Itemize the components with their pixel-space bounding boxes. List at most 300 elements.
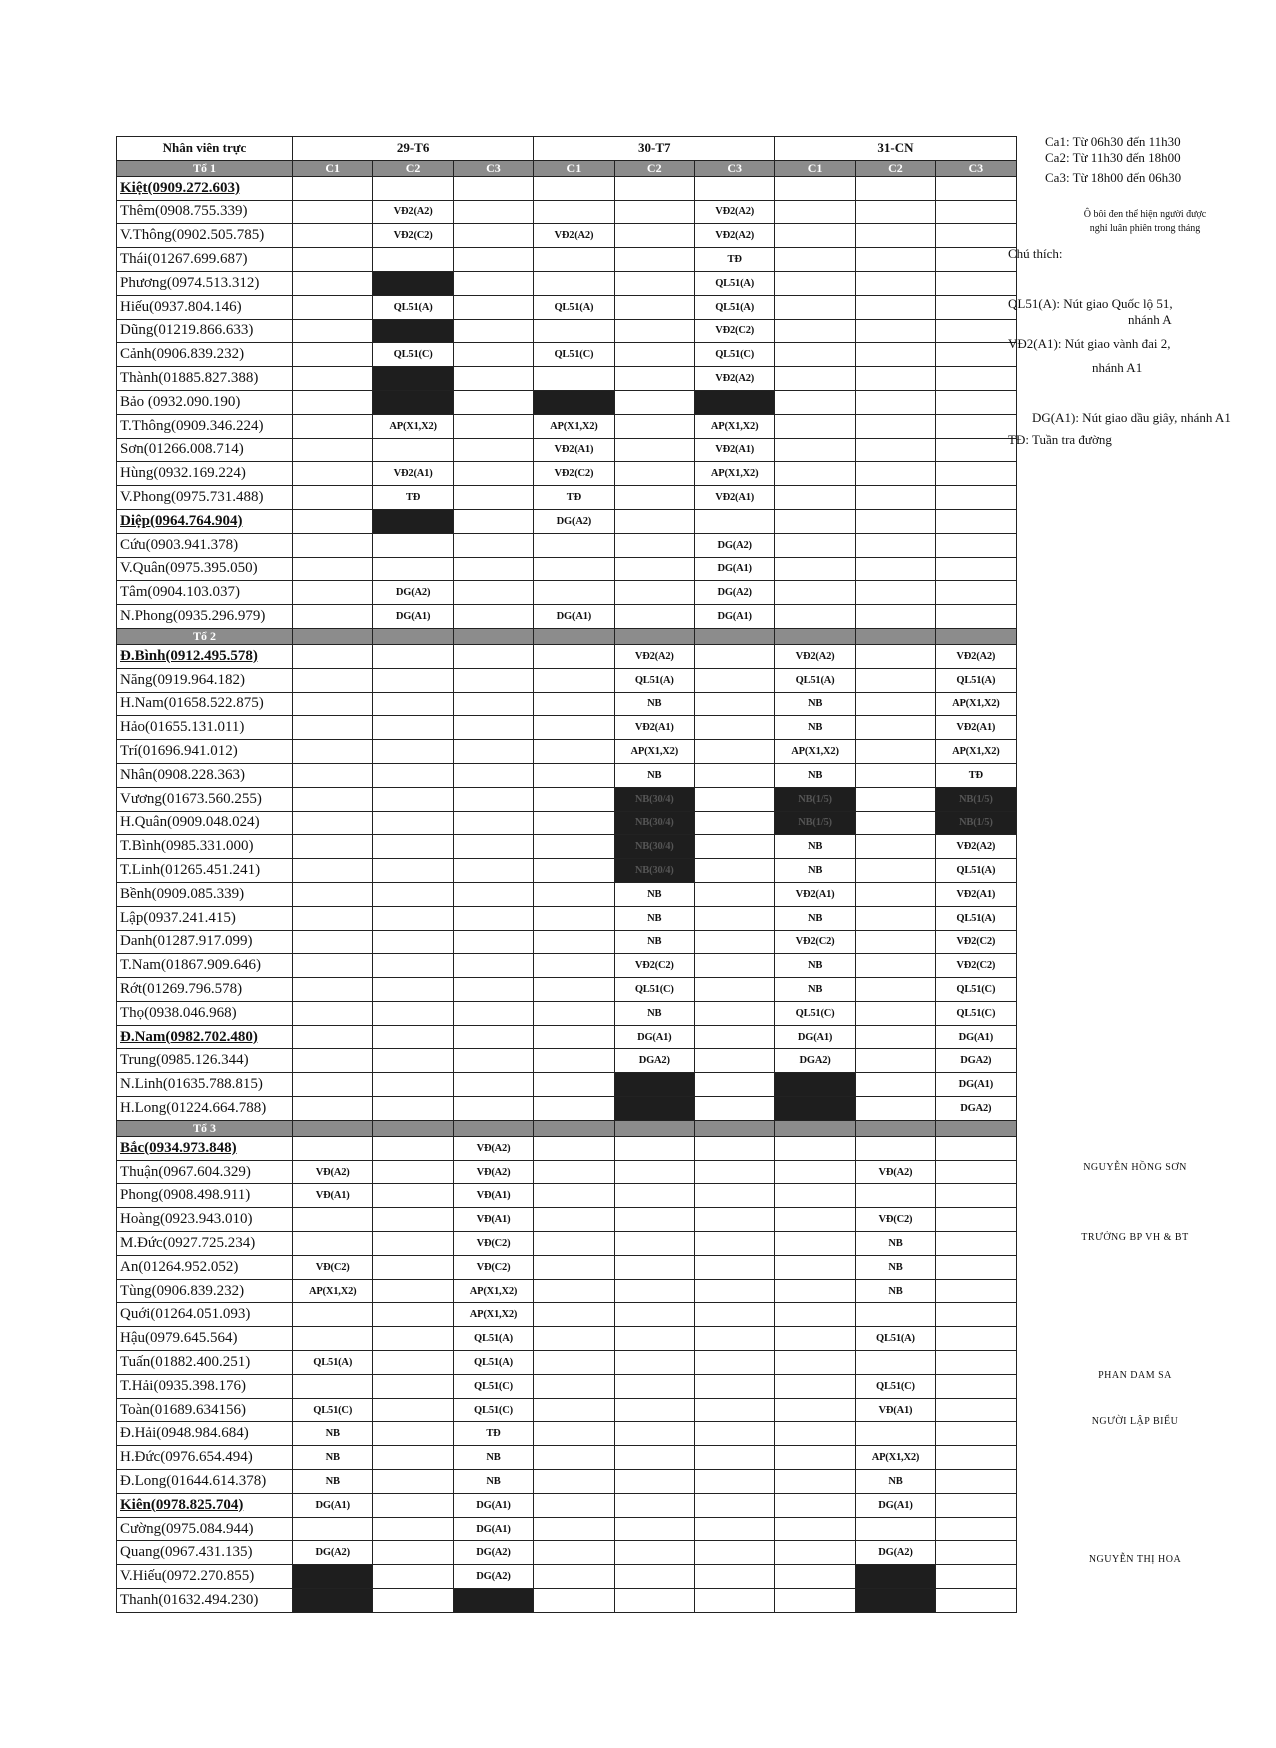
shift-cell	[936, 1208, 1016, 1232]
staff-name: Bắc(0934.973.848)	[117, 1136, 293, 1160]
shift-cell	[614, 1327, 694, 1351]
signature-name-2: PHAN DAM SA	[1098, 1370, 1172, 1381]
shift-cell	[453, 200, 533, 224]
shift-cell: DG(A2)	[373, 581, 453, 605]
shift-cell	[453, 605, 533, 629]
shift-cell	[453, 343, 533, 367]
shift-cell: VĐ2(A1)	[775, 882, 855, 906]
shift-cell	[855, 1136, 935, 1160]
shift-cell: AP(X1,X2)	[293, 1279, 373, 1303]
table-row	[117, 605, 1017, 629]
shift-cell	[775, 1422, 855, 1446]
shift-cell	[293, 319, 373, 343]
table-row	[117, 1374, 1017, 1398]
shift-cell	[373, 811, 453, 835]
shift-cell: DG(A1)	[855, 1493, 935, 1517]
shift-cell	[373, 668, 453, 692]
table-row	[117, 1232, 1017, 1256]
shift-cell	[293, 1232, 373, 1256]
shift-cell: VĐ2(C2)	[936, 954, 1016, 978]
off-day-cell	[614, 1073, 694, 1097]
shift-cell	[775, 1160, 855, 1184]
shift-notes	[1045, 134, 1181, 186]
shift-cell	[936, 224, 1016, 248]
shift-cell	[293, 835, 373, 859]
staff-name: Đ.Bình(0912.495.578)	[117, 644, 293, 668]
shift-cell: DG(A2)	[855, 1541, 935, 1565]
shift-cell	[775, 200, 855, 224]
staff-name: Quang(0967.431.135)	[117, 1541, 293, 1565]
shift-cell	[936, 367, 1016, 391]
shade-note-line1: Ô bôi đen thể hiện người được	[1083, 209, 1207, 220]
shift-cell: AP(X1,X2)	[694, 414, 774, 438]
shift-cell: VĐ2(A2)	[936, 835, 1016, 859]
shift-cell	[373, 882, 453, 906]
shift-cell: VĐ(C2)	[855, 1208, 935, 1232]
shift-cell	[373, 1398, 453, 1422]
table-row	[117, 1398, 1017, 1422]
shift-cell	[534, 1303, 614, 1327]
shift-cell	[373, 644, 453, 668]
shift-cell	[694, 1001, 774, 1025]
shift-cell: NB	[775, 716, 855, 740]
shift-cell	[373, 1589, 453, 1613]
shift-cell: DG(A1)	[453, 1517, 533, 1541]
off-day-cell	[293, 1589, 373, 1613]
shift-cell	[694, 906, 774, 930]
shift-cell	[534, 1517, 614, 1541]
table-row	[117, 438, 1017, 462]
shift-cell	[293, 343, 373, 367]
staff-name: An(01264.952.052)	[117, 1255, 293, 1279]
shift-cell	[694, 1517, 774, 1541]
shift-cell: QL51(C)	[453, 1398, 533, 1422]
shift-cell: NB	[855, 1232, 935, 1256]
table-row	[117, 486, 1017, 510]
shift-cell	[293, 740, 373, 764]
shift-cell: NB	[775, 978, 855, 1002]
staff-name: Tuấn(01882.400.251)	[117, 1351, 293, 1375]
shift-cell: DG(A1)	[293, 1493, 373, 1517]
shift-cell: AP(X1,X2)	[373, 414, 453, 438]
shift-cell	[855, 1351, 935, 1375]
shift-cell	[694, 859, 774, 883]
shift-cell	[936, 557, 1016, 581]
shift-cell	[614, 1446, 694, 1470]
shift-cell	[855, 605, 935, 629]
staff-name: T.Linh(01265.451.241)	[117, 859, 293, 883]
shift-cell	[694, 1493, 774, 1517]
shift-cell	[614, 1255, 694, 1279]
shift-cell	[775, 1470, 855, 1494]
shift-cell: QL51(C)	[775, 1001, 855, 1025]
shift-cell	[775, 1446, 855, 1470]
shift-cell	[453, 248, 533, 272]
shift-cell	[936, 1327, 1016, 1351]
legend-title: Chú thích:	[1008, 246, 1063, 261]
shift-cell	[694, 1160, 774, 1184]
shift-cell	[534, 978, 614, 1002]
shift-cell	[453, 1025, 533, 1049]
shift-cell	[293, 295, 373, 319]
shift-cell	[534, 668, 614, 692]
shift-header	[936, 1120, 1016, 1136]
table-row	[117, 1073, 1017, 1097]
off-day-cell	[775, 1073, 855, 1097]
shift2-note: Ca2: Từ 11h30 đến 18h00	[1045, 150, 1181, 165]
shift-cell	[453, 414, 533, 438]
shift-cell	[534, 1001, 614, 1025]
shift-cell	[775, 367, 855, 391]
shift-cell	[775, 462, 855, 486]
staff-name: V.Quân(0975.395.050)	[117, 557, 293, 581]
shift-cell	[373, 1541, 453, 1565]
shift-cell	[373, 1049, 453, 1073]
legend-vd2-line2: nhánh A1	[1092, 360, 1143, 375]
shift-cell	[373, 906, 453, 930]
shift-cell	[694, 1589, 774, 1613]
shift-cell: AP(X1,X2)	[694, 462, 774, 486]
shift-cell: TĐ	[694, 248, 774, 272]
shift-cell: VĐ2(A2)	[373, 200, 453, 224]
shift-cell	[855, 692, 935, 716]
shift-cell: VĐ(C2)	[453, 1232, 533, 1256]
shift-cell: VĐ(A2)	[855, 1160, 935, 1184]
shift-cell	[534, 176, 614, 200]
shift-cell: AP(X1,X2)	[614, 740, 694, 764]
shift-cell	[373, 1422, 453, 1446]
shift-cell	[373, 248, 453, 272]
shift-cell	[293, 176, 373, 200]
staff-name: Quới(01264.051.093)	[117, 1303, 293, 1327]
shift-cell	[453, 644, 533, 668]
shift-cell	[453, 930, 533, 954]
shift-cell	[373, 716, 453, 740]
shift-cell	[855, 343, 935, 367]
shift-cell	[855, 978, 935, 1002]
shift-cell	[534, 740, 614, 764]
off-day-cell: NB(1/5)	[936, 811, 1016, 835]
shift-cell	[373, 954, 453, 978]
shift-cell	[534, 1398, 614, 1422]
off-day-cell: NB(1/5)	[775, 811, 855, 835]
shift-cell	[373, 787, 453, 811]
shift-cell	[775, 509, 855, 533]
shift-header	[694, 628, 774, 644]
shift-cell	[694, 1184, 774, 1208]
group-label: Tổ 3	[117, 1120, 293, 1136]
shift-cell	[293, 1327, 373, 1351]
shift-cell	[775, 1136, 855, 1160]
staff-name: Hoàng(0923.943.010)	[117, 1208, 293, 1232]
shift-cell	[855, 271, 935, 295]
shift-cell	[936, 1136, 1016, 1160]
shift-cell	[534, 1025, 614, 1049]
shift-cell: DG(A2)	[534, 509, 614, 533]
table-row	[117, 1351, 1017, 1375]
shift-cell: DG(A1)	[373, 605, 453, 629]
table-row	[117, 1279, 1017, 1303]
table-row	[117, 1493, 1017, 1517]
roster-table	[116, 136, 1017, 1613]
shift-cell	[775, 533, 855, 557]
shift-cell	[775, 1208, 855, 1232]
shift-cell	[855, 1097, 935, 1121]
table-row	[117, 1160, 1017, 1184]
shift-cell	[373, 1160, 453, 1184]
shift-cell	[614, 1374, 694, 1398]
table-row	[117, 930, 1017, 954]
shift-cell	[534, 1351, 614, 1375]
shift-cell	[293, 1303, 373, 1327]
staff-name: Kiệt(0909.272.603)	[117, 176, 293, 200]
shift-cell: NB	[775, 954, 855, 978]
table-row	[117, 1422, 1017, 1446]
shift-cell	[373, 1374, 453, 1398]
shift-cell	[293, 787, 373, 811]
shift-cell	[534, 1049, 614, 1073]
staff-name: Hậu(0979.645.564)	[117, 1327, 293, 1351]
off-day-cell	[373, 390, 453, 414]
shift-cell	[453, 319, 533, 343]
staff-name: Nhân(0908.228.363)	[117, 763, 293, 787]
off-day-cell	[534, 390, 614, 414]
shift-cell	[694, 1303, 774, 1327]
shift-cell	[855, 295, 935, 319]
off-day-cell: NB(1/5)	[775, 787, 855, 811]
shift-header	[694, 1120, 774, 1136]
shift-cell	[534, 859, 614, 883]
table-row	[117, 557, 1017, 581]
table-row	[117, 271, 1017, 295]
shift-cell	[775, 1303, 855, 1327]
shift-cell	[534, 271, 614, 295]
table-row	[117, 581, 1017, 605]
shift-cell	[293, 486, 373, 510]
shift-cell: QL51(C)	[453, 1374, 533, 1398]
shift-header: C2	[614, 160, 694, 176]
group-header-row	[117, 160, 1017, 176]
shift-cell: DG(A2)	[694, 581, 774, 605]
shift-cell: QL51(C)	[534, 343, 614, 367]
staff-name: Cường(0975.084.944)	[117, 1517, 293, 1541]
shift-cell	[293, 1001, 373, 1025]
shift-cell	[694, 811, 774, 835]
table-row	[117, 1208, 1017, 1232]
shift-cell	[936, 319, 1016, 343]
shift-cell: VĐ(A2)	[453, 1160, 533, 1184]
shift-cell	[534, 1422, 614, 1446]
shift-cell	[293, 668, 373, 692]
shift-cell: VĐ2(C2)	[614, 954, 694, 978]
shift-cell	[373, 1255, 453, 1279]
shift-header: C1	[293, 160, 373, 176]
shift-cell	[855, 486, 935, 510]
shift-cell: DG(A1)	[694, 605, 774, 629]
shift-cell: VĐ2(A1)	[373, 462, 453, 486]
shift-cell: AP(X1,X2)	[855, 1446, 935, 1470]
shift-cell	[373, 1517, 453, 1541]
off-day-cell	[775, 1097, 855, 1121]
shift-cell	[373, 1493, 453, 1517]
shift-cell	[775, 486, 855, 510]
shift-cell	[936, 414, 1016, 438]
shift-cell	[293, 224, 373, 248]
shift-cell: QL51(A)	[936, 668, 1016, 692]
roster-sheet	[116, 136, 1016, 1613]
shift-cell	[936, 248, 1016, 272]
shift-cell	[534, 248, 614, 272]
shift-cell: VĐ2(A1)	[936, 716, 1016, 740]
table-row	[117, 740, 1017, 764]
shift-cell	[614, 1136, 694, 1160]
shift-cell	[936, 509, 1016, 533]
table-row	[117, 462, 1017, 486]
table-row	[117, 1589, 1017, 1613]
shift-cell	[694, 930, 774, 954]
legend-ql51-line2: nhánh A	[1128, 312, 1172, 327]
shift-cell	[453, 271, 533, 295]
shift-cell	[534, 930, 614, 954]
shift-cell	[936, 605, 1016, 629]
staff-name: Đ.Hải(0948.984.684)	[117, 1422, 293, 1446]
table-row	[117, 811, 1017, 835]
shift-cell: VĐ2(C2)	[373, 224, 453, 248]
shift-cell: DGA2)	[936, 1097, 1016, 1121]
shift-cell	[855, 1303, 935, 1327]
shift-header: C3	[936, 160, 1016, 176]
shift-cell	[534, 581, 614, 605]
shift-cell: VĐ2(A2)	[534, 224, 614, 248]
shift-cell: NB	[775, 763, 855, 787]
shift-cell	[694, 954, 774, 978]
shift-cell: NB	[453, 1470, 533, 1494]
staff-name: Đ.Nam(0982.702.480)	[117, 1025, 293, 1049]
shift-cell	[694, 1470, 774, 1494]
shift-cell	[694, 1374, 774, 1398]
shift-cell	[936, 1541, 1016, 1565]
staff-name: H.Long(01224.664.788)	[117, 1097, 293, 1121]
staff-name: Toàn(01689.634156)	[117, 1398, 293, 1422]
shift-cell	[775, 557, 855, 581]
shift-cell	[293, 1517, 373, 1541]
shift-cell: DG(A1)	[614, 1025, 694, 1049]
shift-cell	[855, 716, 935, 740]
staff-name: Cứu(0903.941.378)	[117, 533, 293, 557]
shift-cell	[614, 1303, 694, 1327]
shift-cell	[855, 1001, 935, 1025]
shift-cell	[775, 1255, 855, 1279]
shift-cell: VĐ(C2)	[293, 1255, 373, 1279]
shift-cell: DGA2)	[775, 1049, 855, 1073]
shift-cell	[293, 1097, 373, 1121]
shift-cell	[614, 438, 694, 462]
staff-name: Dũng(01219.866.633)	[117, 319, 293, 343]
shift-cell: TĐ	[453, 1422, 533, 1446]
group-label: Tổ 1	[117, 160, 293, 176]
shift-cell	[614, 414, 694, 438]
shift-cell: VĐ(A1)	[293, 1184, 373, 1208]
shift-cell	[694, 716, 774, 740]
shift-cell: NB	[775, 835, 855, 859]
shift-cell	[534, 1136, 614, 1160]
shift-header	[453, 628, 533, 644]
shift-cell	[373, 1025, 453, 1049]
shift-cell	[855, 740, 935, 764]
shift-cell: VĐ2(A2)	[936, 644, 1016, 668]
shift-cell	[855, 882, 935, 906]
shift-cell	[453, 859, 533, 883]
staff-name: N.Linh(01635.788.815)	[117, 1073, 293, 1097]
shift-cell	[534, 1565, 614, 1589]
off-day-cell: NB(30/4)	[614, 835, 694, 859]
shift-cell	[373, 1232, 453, 1256]
table-row	[117, 763, 1017, 787]
shift-header	[534, 1120, 614, 1136]
shift-cell	[293, 1049, 373, 1073]
shift-header	[373, 1120, 453, 1136]
staff-name: Danh(01287.917.099)	[117, 930, 293, 954]
group-header-row	[117, 628, 1017, 644]
shift-cell	[293, 692, 373, 716]
shift-cell	[614, 486, 694, 510]
shift-cell	[373, 930, 453, 954]
shift-header: C2	[373, 160, 453, 176]
table-row	[117, 859, 1017, 883]
shift-cell	[453, 787, 533, 811]
shift-header	[453, 1120, 533, 1136]
legend-ql51	[1008, 296, 1248, 328]
shift-cell	[534, 1255, 614, 1279]
shift-cell	[936, 1470, 1016, 1494]
shift-header	[534, 628, 614, 644]
shift-cell: QL51(A)	[855, 1327, 935, 1351]
staff-name: Đ.Long(01644.614.378)	[117, 1470, 293, 1494]
staff-name: Thuận(0967.604.329)	[117, 1160, 293, 1184]
shift1-note: Ca1: Từ 06h30 đến 11h30	[1045, 134, 1181, 149]
shift-cell	[855, 319, 935, 343]
shift-cell	[453, 557, 533, 581]
day-header: 30-T7	[534, 137, 775, 161]
shift-cell	[453, 906, 533, 930]
shift-cell	[694, 1232, 774, 1256]
staff-name: Phương(0974.513.312)	[117, 271, 293, 295]
shift-cell	[855, 509, 935, 533]
shift-cell	[293, 716, 373, 740]
shift-cell: DGA2)	[614, 1049, 694, 1073]
shift-cell	[453, 1097, 533, 1121]
table-row	[117, 716, 1017, 740]
staff-name: Trí(01696.941.012)	[117, 740, 293, 764]
shift-cell: NB	[614, 692, 694, 716]
shift-cell	[775, 1589, 855, 1613]
shift-cell	[855, 1049, 935, 1073]
staff-name: N.Phong(0935.296.979)	[117, 605, 293, 629]
shift-cell	[614, 462, 694, 486]
shift-cell	[936, 1255, 1016, 1279]
shift-cell	[614, 1184, 694, 1208]
shift-header	[775, 628, 855, 644]
table-row	[117, 176, 1017, 200]
shift-cell	[775, 1374, 855, 1398]
shift-cell	[373, 1303, 453, 1327]
shift-cell: VĐ2(A1)	[936, 882, 1016, 906]
shift-header	[614, 628, 694, 644]
shift-cell	[293, 763, 373, 787]
table-row	[117, 390, 1017, 414]
shift-cell: VĐ2(C2)	[936, 930, 1016, 954]
shift-cell	[614, 1208, 694, 1232]
